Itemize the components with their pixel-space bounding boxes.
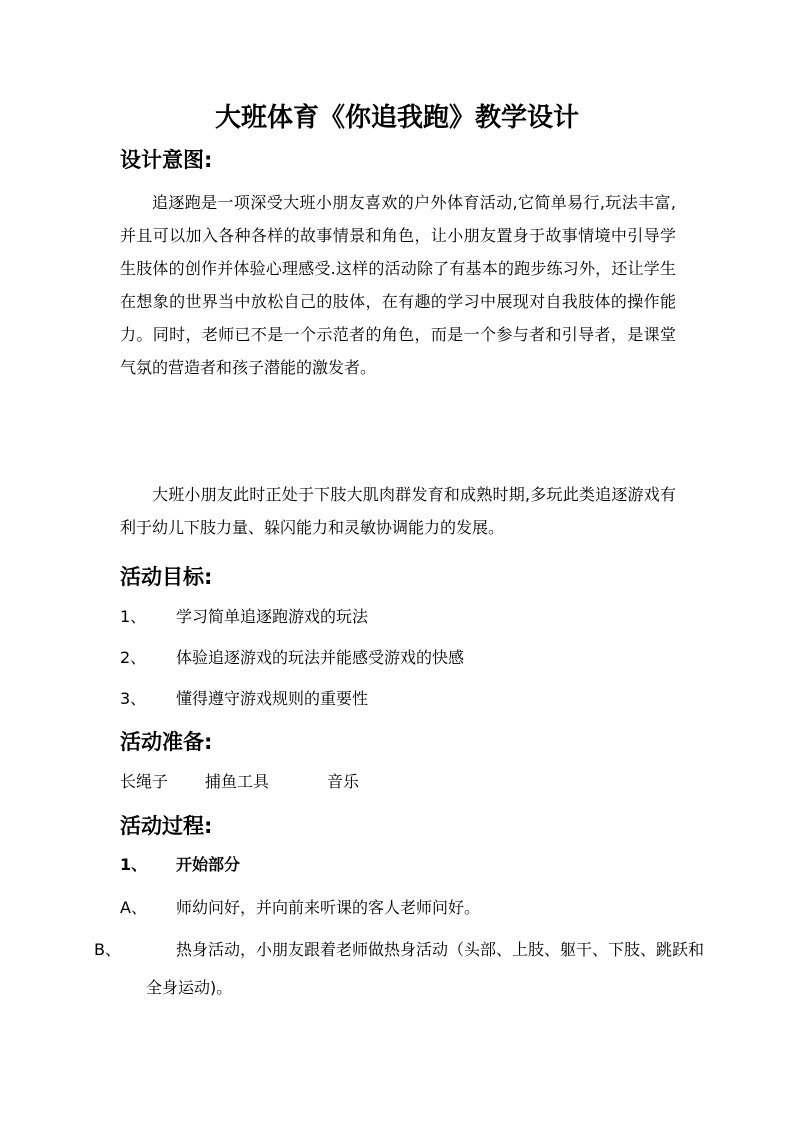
process-step-a — [120, 895, 480, 921]
step-text: 热身活动，小朋友跟着老师做热身活动（头部、上肢、躯干、下肢、跳跃和全身运动)。 — [146, 940, 705, 997]
preparation-item: 捕鱼工具 — [205, 772, 270, 791]
process-step-b — [94, 931, 706, 1007]
preparation-heading: 活动准备: — [120, 730, 213, 754]
goal-item-3 — [120, 686, 368, 712]
step-label: A、 — [120, 898, 147, 917]
step-text: 师幼问好，并向前来听课的客人老师问好。 — [176, 898, 481, 917]
goal-item-1 — [120, 604, 368, 630]
goal-number: 2、 — [120, 648, 147, 667]
goals-heading: 活动目标: — [120, 565, 213, 589]
goal-number: 3、 — [120, 689, 147, 708]
goal-text: 体验追逐游戏的玩法并能感受游戏的快感 — [176, 648, 465, 667]
step-label: B、 — [94, 940, 121, 959]
goal-text: 懂得遵守游戏规则的重要性 — [176, 689, 369, 708]
preparation-item: 音乐 — [327, 772, 360, 791]
goal-text: 学习简单追逐跑游戏的玩法 — [176, 607, 369, 626]
design-intent-paragraph-2: 大班小朋友此时正处于下肢大肌肉群发育和成熟时期,多玩此类追逐游戏有利于幼儿下肢力量、躲闪能力和灵敏协调能力的发展。 — [120, 485, 676, 537]
goal-item-2 — [120, 645, 464, 671]
preparation-item: 长绳子 — [120, 772, 169, 791]
goal-number: 1、 — [120, 607, 147, 626]
design-intent-paragraph-1: 追逐跑是一项深受大班小朋友喜欢的户外体育活动,它简单易行,玩法丰富,并且可以加入各种各样的故事情景和角色，让小朋友置身于故事情境中引导学生肢体的创作并体验心理感受.这样的活动除了有基本的跑步练习外，还让学生在想象的世界当中放松自己的肢体，在有趣的学习中展现对自我肢体的操作能力。同时，老师已不是一个示范者的角色，而是一个参与者和引导者，是课堂气氛的营造者和孩子潜能的激发者。 — [120, 193, 676, 377]
section-number: 1、 — [120, 855, 148, 874]
process-heading: 活动过程: — [120, 814, 213, 838]
design-intent-heading: 设计意图: — [120, 148, 213, 172]
section-title: 开始部分 — [176, 855, 241, 874]
process-section-1 — [120, 852, 240, 878]
document-title: 大班体育《你追我跑》教学设计 — [214, 103, 579, 133]
